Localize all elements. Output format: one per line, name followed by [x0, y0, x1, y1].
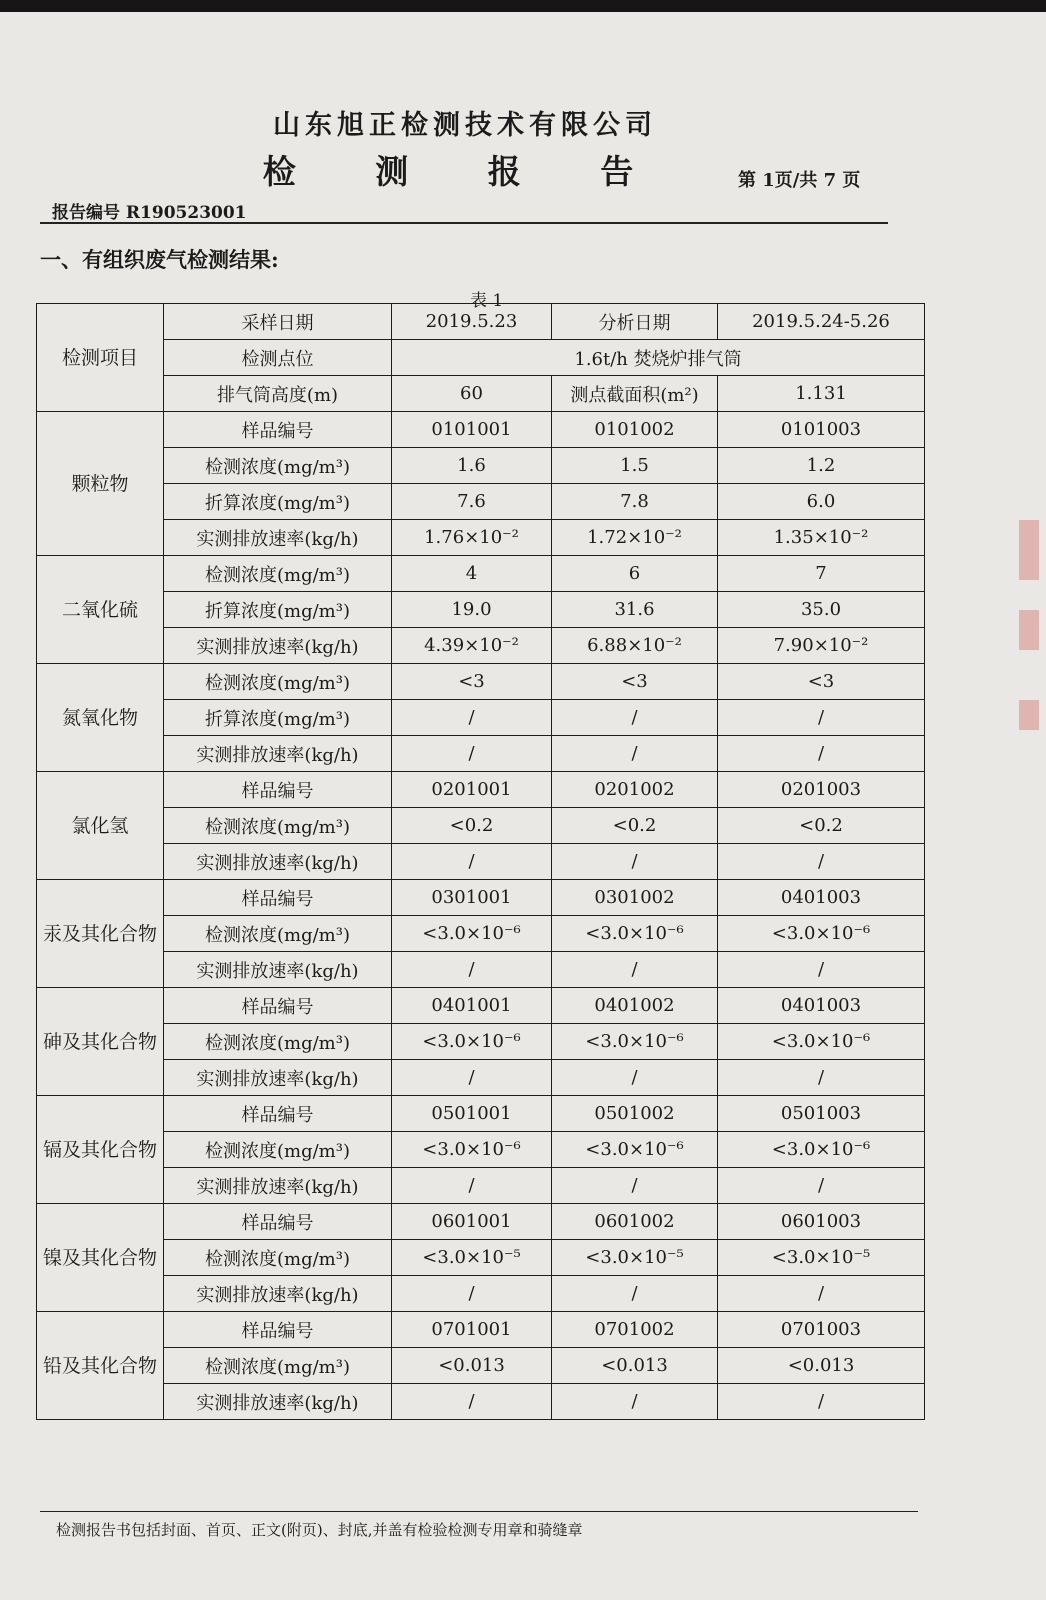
table-row	[37, 1132, 925, 1168]
table-row	[37, 700, 925, 736]
value-cell: <0.013	[392, 1348, 552, 1384]
footer-note: 检测报告书包括封面、首页、正文(附页)、封底,并盖有检验检测专用章和骑缝章	[56, 1521, 583, 1539]
value-cell: 0301001	[392, 880, 552, 916]
section-area-value: 1.131	[718, 376, 925, 412]
value-cell: /	[392, 1276, 552, 1312]
parameter-label-cell: 折算浓度(mg/m³)	[164, 592, 392, 628]
parameter-label-cell: 检测浓度(mg/m³)	[164, 808, 392, 844]
analysis-date-label: 分析日期	[552, 304, 718, 340]
pollutant-name-cell: 二氧化硫	[37, 556, 164, 664]
table-row	[37, 1276, 925, 1312]
value-cell: 7.8	[552, 484, 718, 520]
value-cell: 19.0	[392, 592, 552, 628]
table-row	[37, 952, 925, 988]
value-cell: 31.6	[552, 592, 718, 628]
pollutant-name-cell: 镉及其化合物	[37, 1096, 164, 1204]
value-cell: 0201001	[392, 772, 552, 808]
report-title: 检 测 报 告	[262, 152, 668, 191]
pollutant-name-cell: 氯化氢	[37, 772, 164, 880]
sampling-date-value: 2019.5.23	[392, 304, 552, 340]
value-cell: /	[718, 844, 925, 880]
parameter-label-cell: 实测排放速率(kg/h)	[164, 1060, 392, 1096]
value-cell: 0101002	[552, 412, 718, 448]
table-row	[37, 808, 925, 844]
stamp-fragment	[1019, 700, 1039, 730]
value-cell: <3.0×10⁻⁶	[392, 1024, 552, 1060]
value-cell: 35.0	[718, 592, 925, 628]
section-area-label: 测点截面积(m²)	[552, 376, 718, 412]
value-cell: <0.2	[552, 808, 718, 844]
value-cell: <3.0×10⁻⁶	[552, 1024, 718, 1060]
value-cell: 0201003	[718, 772, 925, 808]
value-cell: /	[718, 1384, 925, 1420]
value-cell: /	[552, 1168, 718, 1204]
value-cell: <0.2	[392, 808, 552, 844]
parameter-label-cell: 检测浓度(mg/m³)	[164, 1240, 392, 1276]
table-row	[37, 1348, 925, 1384]
table-row	[37, 736, 925, 772]
scan-top-edge	[0, 0, 1046, 12]
value-cell: 0401003	[718, 988, 925, 1024]
table-row	[37, 340, 925, 376]
value-cell: 0701002	[552, 1312, 718, 1348]
parameter-label-cell: 检测浓度(mg/m³)	[164, 1348, 392, 1384]
table-row	[37, 1240, 925, 1276]
value-cell: <3.0×10⁻⁶	[392, 916, 552, 952]
value-cell: <0.013	[552, 1348, 718, 1384]
sampling-date-label: 采样日期	[164, 304, 392, 340]
parameter-label-cell: 实测排放速率(kg/h)	[164, 1168, 392, 1204]
value-cell: <3.0×10⁻⁵	[718, 1240, 925, 1276]
table-row	[37, 1204, 925, 1240]
section-title: 一、有组织废气检测结果:	[40, 247, 279, 272]
pollutant-name-cell: 镍及其化合物	[37, 1204, 164, 1312]
value-cell: <0.013	[718, 1348, 925, 1384]
value-cell: 7.90×10⁻²	[718, 628, 925, 664]
value-cell: /	[392, 736, 552, 772]
parameter-label-cell: 检测浓度(mg/m³)	[164, 556, 392, 592]
table-caption: 表 1	[470, 291, 504, 311]
value-cell: 0701001	[392, 1312, 552, 1348]
parameter-label-cell: 实测排放速率(kg/h)	[164, 844, 392, 880]
table-row	[37, 1096, 925, 1132]
pollutant-name-cell: 铅及其化合物	[37, 1312, 164, 1420]
parameter-label-cell: 检测浓度(mg/m³)	[164, 664, 392, 700]
table-row	[37, 592, 925, 628]
value-cell: <3	[392, 664, 552, 700]
table-row	[37, 844, 925, 880]
value-cell: <3.0×10⁻⁵	[552, 1240, 718, 1276]
value-cell: 0701003	[718, 1312, 925, 1348]
table-row	[37, 664, 925, 700]
value-cell: <3	[552, 664, 718, 700]
value-cell: <3.0×10⁻⁶	[718, 916, 925, 952]
parameter-label-cell: 检测浓度(mg/m³)	[164, 448, 392, 484]
table-row	[37, 1384, 925, 1420]
parameter-label-cell: 检测浓度(mg/m³)	[164, 1132, 392, 1168]
value-cell: 4	[392, 556, 552, 592]
value-cell: 0201002	[552, 772, 718, 808]
header-divider	[40, 222, 888, 224]
parameter-label-cell: 折算浓度(mg/m³)	[164, 700, 392, 736]
table-row	[37, 1024, 925, 1060]
value-cell: 7.6	[392, 484, 552, 520]
pollutant-name-cell: 汞及其化合物	[37, 880, 164, 988]
value-cell: 6.0	[718, 484, 925, 520]
value-cell: 6	[552, 556, 718, 592]
report-number: 报告编号 R190523001	[52, 203, 247, 223]
value-cell: <3.0×10⁻⁶	[718, 1024, 925, 1060]
value-cell: <3	[718, 664, 925, 700]
table-row	[37, 880, 925, 916]
value-cell: /	[718, 952, 925, 988]
value-cell: 0401001	[392, 988, 552, 1024]
value-cell: 0301002	[552, 880, 718, 916]
value-cell: /	[718, 1276, 925, 1312]
table-row	[37, 988, 925, 1024]
parameter-label-cell: 样品编号	[164, 412, 392, 448]
value-cell: /	[552, 736, 718, 772]
results-table	[36, 303, 925, 1420]
table-row	[37, 556, 925, 592]
value-cell: 4.39×10⁻²	[392, 628, 552, 664]
table-row	[37, 304, 925, 340]
value-cell: 0401002	[552, 988, 718, 1024]
value-cell: /	[552, 700, 718, 736]
table-row	[37, 376, 925, 412]
value-cell: 1.5	[552, 448, 718, 484]
value-cell: 0601003	[718, 1204, 925, 1240]
parameter-label-cell: 检测浓度(mg/m³)	[164, 916, 392, 952]
value-cell: 6.88×10⁻²	[552, 628, 718, 664]
value-cell: 1.6	[392, 448, 552, 484]
analysis-date-value: 2019.5.24-5.26	[718, 304, 925, 340]
value-cell: 0101001	[392, 412, 552, 448]
value-cell: 0601001	[392, 1204, 552, 1240]
item-label-cell: 检测项目	[37, 304, 164, 412]
value-cell: /	[392, 1384, 552, 1420]
table-row	[37, 1168, 925, 1204]
value-cell: <3.0×10⁻⁶	[552, 1132, 718, 1168]
point-label: 检测点位	[164, 340, 392, 376]
value-cell: 1.76×10⁻²	[392, 520, 552, 556]
value-cell: 1.72×10⁻²	[552, 520, 718, 556]
pollutant-name-cell: 氮氧化物	[37, 664, 164, 772]
value-cell: /	[552, 1384, 718, 1420]
stack-height-value: 60	[392, 376, 552, 412]
parameter-label-cell: 实测排放速率(kg/h)	[164, 628, 392, 664]
stack-height-label: 排气筒高度(m)	[164, 376, 392, 412]
value-cell: <3.0×10⁻⁶	[718, 1132, 925, 1168]
value-cell: 0501003	[718, 1096, 925, 1132]
value-cell: 7	[718, 556, 925, 592]
value-cell: /	[392, 952, 552, 988]
value-cell: 1.2	[718, 448, 925, 484]
parameter-label-cell: 实测排放速率(kg/h)	[164, 520, 392, 556]
parameter-label-cell: 样品编号	[164, 880, 392, 916]
page-info: 第 1页/共 7 页	[738, 170, 861, 191]
table-row	[37, 1312, 925, 1348]
value-cell: /	[552, 844, 718, 880]
table-row	[37, 484, 925, 520]
value-cell: 1.35×10⁻²	[718, 520, 925, 556]
company-name: 山东旭正检测技术有限公司	[273, 110, 657, 141]
pollutant-name-cell: 颗粒物	[37, 412, 164, 556]
point-value: 1.6t/h 焚烧炉排气筒	[392, 340, 925, 376]
value-cell: 0401003	[718, 880, 925, 916]
table-row	[37, 628, 925, 664]
value-cell: /	[718, 1060, 925, 1096]
parameter-label-cell: 样品编号	[164, 1204, 392, 1240]
parameter-label-cell: 检测浓度(mg/m³)	[164, 1024, 392, 1060]
value-cell: /	[392, 844, 552, 880]
value-cell: <3.0×10⁻⁵	[392, 1240, 552, 1276]
value-cell: /	[392, 1060, 552, 1096]
value-cell: /	[718, 700, 925, 736]
value-cell: /	[718, 736, 925, 772]
value-cell: /	[392, 700, 552, 736]
table-row	[37, 772, 925, 808]
table-row	[37, 916, 925, 952]
value-cell: 0101003	[718, 412, 925, 448]
value-cell: /	[552, 952, 718, 988]
value-cell: <3.0×10⁻⁶	[392, 1132, 552, 1168]
parameter-label-cell: 样品编号	[164, 1312, 392, 1348]
parameter-label-cell: 样品编号	[164, 1096, 392, 1132]
stamp-fragment	[1019, 610, 1039, 650]
table-row	[37, 412, 925, 448]
parameter-label-cell: 样品编号	[164, 772, 392, 808]
value-cell: <0.2	[718, 808, 925, 844]
value-cell: /	[392, 1168, 552, 1204]
value-cell: /	[552, 1060, 718, 1096]
parameter-label-cell: 实测排放速率(kg/h)	[164, 1276, 392, 1312]
parameter-label-cell: 实测排放速率(kg/h)	[164, 736, 392, 772]
value-cell: 0501002	[552, 1096, 718, 1132]
value-cell: <3.0×10⁻⁶	[552, 916, 718, 952]
parameter-label-cell: 实测排放速率(kg/h)	[164, 1384, 392, 1420]
value-cell: 0501001	[392, 1096, 552, 1132]
parameter-label-cell: 折算浓度(mg/m³)	[164, 484, 392, 520]
footer-divider	[40, 1511, 918, 1512]
parameter-label-cell: 实测排放速率(kg/h)	[164, 952, 392, 988]
parameter-label-cell: 样品编号	[164, 988, 392, 1024]
value-cell: 0601002	[552, 1204, 718, 1240]
table-row	[37, 520, 925, 556]
table-row	[37, 448, 925, 484]
pollutant-name-cell: 砷及其化合物	[37, 988, 164, 1096]
table-row	[37, 1060, 925, 1096]
stamp-fragment	[1019, 520, 1039, 580]
value-cell: /	[718, 1168, 925, 1204]
value-cell: /	[552, 1276, 718, 1312]
